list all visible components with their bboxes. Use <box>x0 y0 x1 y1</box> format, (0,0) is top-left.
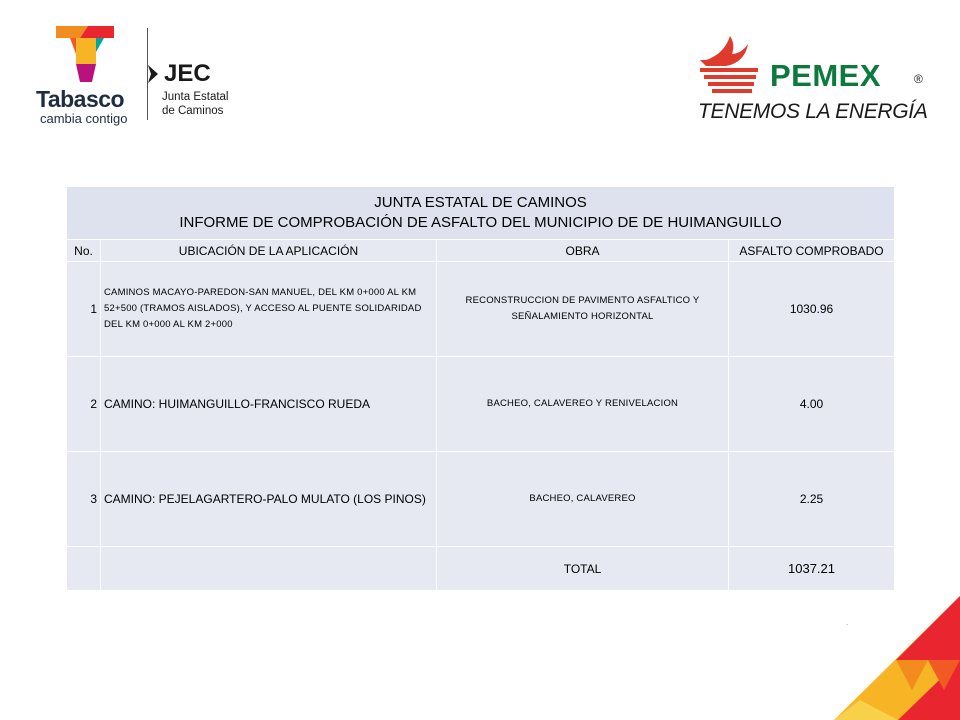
column-header-no: No. <box>67 240 101 262</box>
row-obra: BACHEO, CALAVEREO Y RENIVELACION <box>437 357 729 452</box>
jec-line-2: de Caminos <box>162 105 224 117</box>
pemex-logo <box>696 30 936 126</box>
total-value: 1037.21 <box>729 547 895 591</box>
jec-subtitle <box>162 90 257 118</box>
table-row <box>67 452 895 547</box>
row-asfalto: 1030.96 <box>729 262 895 357</box>
report-title-line-1: JUNTA ESTATAL DE CAMINOS <box>374 194 587 211</box>
column-header-ubicacion: UBICACIÓN DE LA APLICACIÓN <box>101 240 437 262</box>
stray-dot: . <box>846 618 849 627</box>
jec-arrow-icon <box>146 65 160 83</box>
column-header-obra: OBRA <box>437 240 729 262</box>
total-label: TOTAL <box>437 547 729 591</box>
tabasco-tagline: cambia contigo <box>40 111 128 126</box>
tabasco-t-icon <box>30 24 148 88</box>
column-header-asfalto: ASFALTO COMPROBADO <box>729 240 895 262</box>
report-title <box>67 187 895 240</box>
row-ubicacion: CAMINO: HUIMANGUILLO-FRANCISCO RUEDA <box>101 357 437 452</box>
pemex-name: PEMEX <box>770 58 882 93</box>
row-asfalto: 4.00 <box>729 357 895 452</box>
row-obra: BACHEO, CALAVEREO <box>437 452 729 547</box>
row-number: 3 <box>67 452 101 547</box>
row-ubicacion: CAMINO: PEJELAGARTERO-PALO MULATO (LOS PINOS) <box>101 452 437 547</box>
asphalt-report-table <box>66 186 895 591</box>
total-row <box>67 547 895 591</box>
jec-logo <box>146 58 256 122</box>
jec-line-1: Junta Estatal <box>162 91 229 103</box>
table-row <box>67 262 895 357</box>
row-obra: RECONSTRUCCION DE PAVIMENTO ASFALTICO Y SEÑALAMIENTO HORIZONTAL <box>437 262 729 357</box>
row-ubicacion: CAMINOS MACAYO-PAREDON-SAN MANUEL, DEL KM 0+000 AL KM 52+500 (TRAMOS AISLADOS), Y ACCESO AL PUENTE SOLIDARIDAD DEL KM 0+000 AL KM 2+000 <box>101 262 437 357</box>
row-number: 2 <box>67 357 101 452</box>
header-row <box>67 240 895 262</box>
decorative-corner-triangles-icon <box>820 590 960 720</box>
row-asfalto: 2.25 <box>729 452 895 547</box>
tabasco-name: Tabasco <box>36 86 125 112</box>
pemex-registered-mark: ® <box>914 72 923 86</box>
title-row <box>67 187 895 240</box>
pemex-slogan: TENEMOS LA ENERGÍA <box>698 100 928 123</box>
row-number: 1 <box>67 262 101 357</box>
table-row <box>67 357 895 452</box>
pemex-eagle-icon <box>696 30 770 96</box>
tabasco-logo <box>30 24 148 124</box>
jec-acronym: JEC <box>164 60 211 87</box>
report-title-line-2: INFORME DE COMPROBACIÓN DE ASFALTO DEL MUNICIPIO DE DE HUIMANGUILLO <box>179 214 782 231</box>
total-empty-no <box>67 547 101 591</box>
total-empty-ubicacion <box>101 547 437 591</box>
